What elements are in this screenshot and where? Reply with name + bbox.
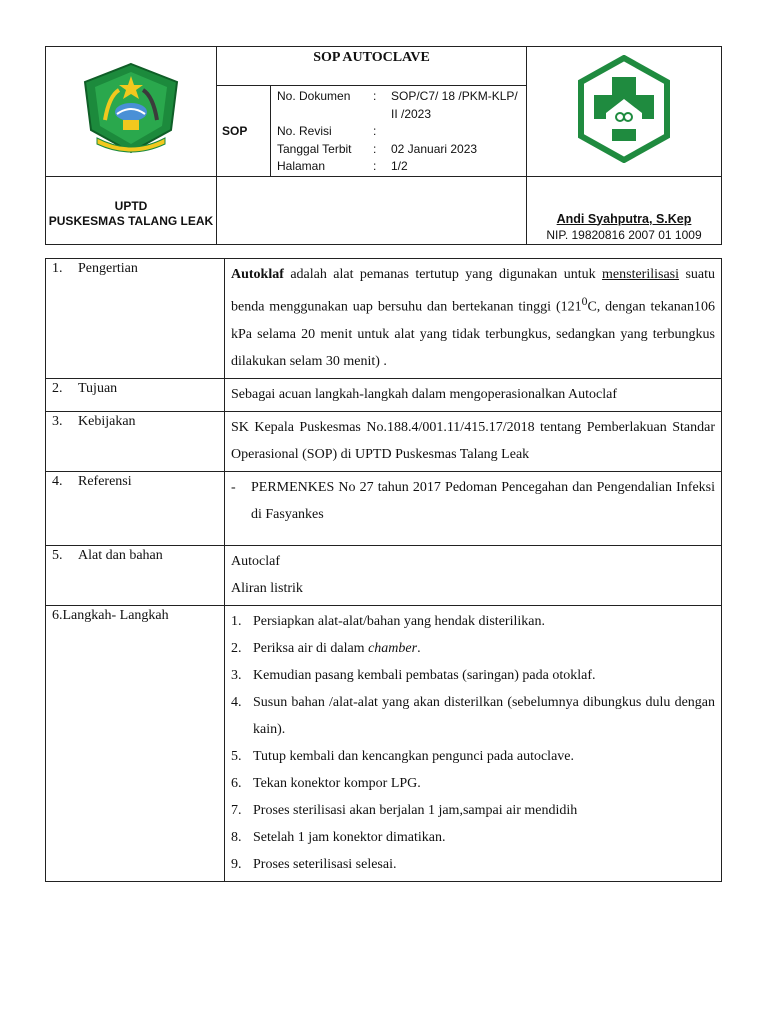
step-item: 5. Tutup kembali dan kencangkan pengunci pada autoclave. xyxy=(231,748,574,764)
document-title: SOP AUTOCLAVE xyxy=(217,47,527,86)
step-item: 2. Periksa air di dalam chamber. xyxy=(231,640,421,656)
sop-label: SOP xyxy=(217,86,271,177)
step-item: 3. Kemudian pasang kembali pembatas (saringan) pada otoklaf. xyxy=(231,667,596,683)
row-tujuan xyxy=(46,378,722,411)
row-kebijakan xyxy=(46,411,722,471)
step-item: 7. Proses sterilisasi akan berjalan 1 jam,sampai air mendidih xyxy=(231,802,578,818)
label-alat-bahan: 5. Alat dan bahan xyxy=(46,545,225,605)
signer-nip: NIP. 19820816 2007 01 1009 xyxy=(546,227,702,242)
row-alat-bahan xyxy=(46,545,722,605)
row-langkah xyxy=(46,605,722,881)
langkah-list xyxy=(225,605,722,881)
label-langkah: 6.Langkah- Langkah xyxy=(46,605,225,881)
meta-row-no-dokumen: No. Dokumen : SOP/C7/ 18 /PKM-KLP/ II /2023 xyxy=(277,89,518,121)
list-item: Aliran listrik xyxy=(231,580,303,596)
row-pengertian xyxy=(46,259,722,379)
signature-block xyxy=(527,176,722,244)
step-item: 1. Persiapkan alat-alat/bahan yang hendak disterilikan. xyxy=(231,613,545,629)
row-referensi xyxy=(46,471,722,545)
puskesmas-logo-icon xyxy=(576,55,672,163)
label-kebijakan: 3. Kebijakan xyxy=(46,411,225,471)
signer-name: Andi Syahputra, S.Kep xyxy=(556,211,692,226)
kebijakan-text: SK Kepala Puskesmas No.188.4/001.11/415.17/2018 tentang Pemberlakuan Standar Operasional (SOP) di UPTD Puskesmas Talang Leak xyxy=(225,411,722,471)
alat-bahan-list xyxy=(225,545,722,605)
pengertian-text: Autoklaf adalah alat pemanas tertutup yang digunakan untuk mensterilisasi suatu benda menggunakan uap bersuhu dan bertekanan tinggi ($121^0C$, dengan tekanan106 kPa selama 20 menit untuk alat yang tidak terbungkus, sedangkan yang terbungkus dilakukan selam 30 menit) . xyxy=(225,259,722,379)
step-item: 6. Tekan konektor kompor LPG. xyxy=(231,775,421,791)
empty-cell xyxy=(217,176,527,244)
step-item: 8. Setelah 1 jam konektor dimatikan. xyxy=(231,829,446,845)
organization-name: UPTD PUSKESMAS TALANG LEAK xyxy=(46,176,217,244)
meta-row-no-revisi: No. Revisi : xyxy=(277,124,377,138)
step-item: 9. Proses seterilisasi selesai. xyxy=(231,856,397,872)
puskesmas-logo-cell xyxy=(527,47,722,177)
regional-emblem-cell xyxy=(46,47,217,177)
document-meta xyxy=(271,86,527,177)
sop-content-table xyxy=(45,258,722,882)
regional-emblem-icon xyxy=(79,60,183,158)
referensi-text: - PERMENKES No 27 tahun 2017 Pedoman Pencegahan dan Pengendalian Infeksi di Fasyankes xyxy=(225,471,722,545)
meta-row-tanggal-terbit: Tanggal Terbit : 02 Januari 2023 xyxy=(277,141,478,156)
header-table xyxy=(45,46,722,245)
label-pengertian: 1. Pengertian xyxy=(46,259,225,379)
list-item: Autoclaf xyxy=(231,553,280,569)
step-item: 4. Susun bahan /alat-alat yang akan disterilkan (sebelumnya dibungkus dulu dengan kain). xyxy=(231,694,715,737)
meta-row-halaman: Halaman : 1/2 xyxy=(277,159,408,173)
tujuan-text: Sebagai acuan langkah-langkah dalam mengoperasionalkan Autoclaf xyxy=(225,378,722,411)
label-tujuan: 2. Tujuan xyxy=(46,378,225,411)
label-referensi: 4. Referensi xyxy=(46,471,225,545)
